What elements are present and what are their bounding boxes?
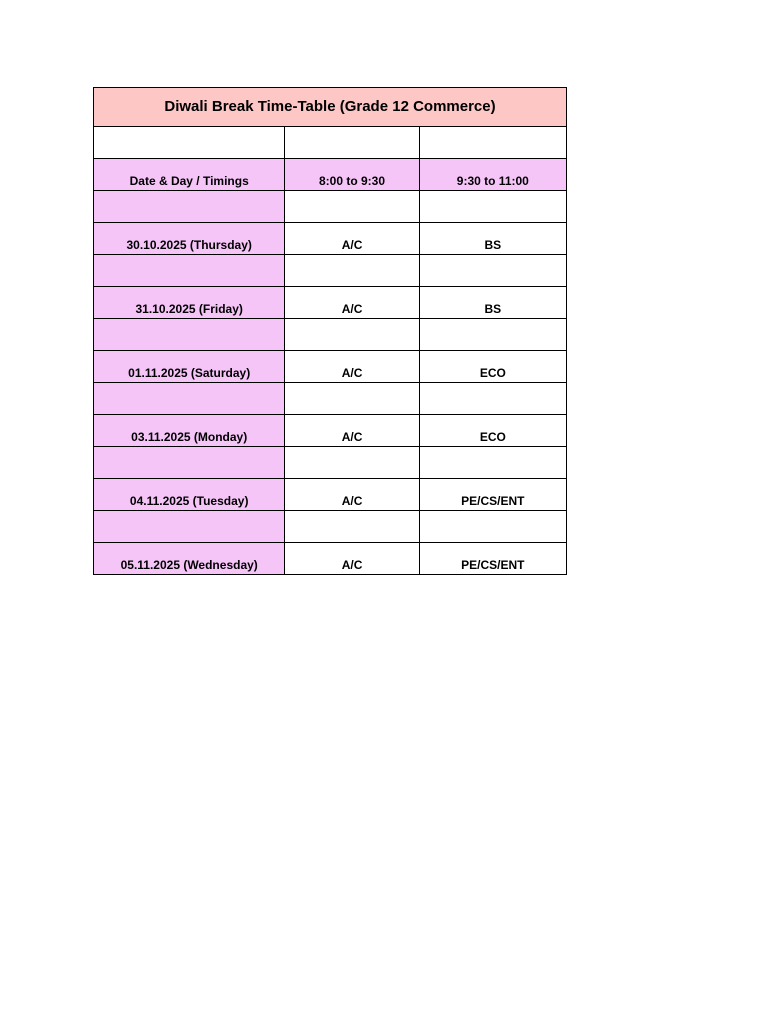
blank-row <box>94 127 567 159</box>
spacer-cell <box>419 511 566 543</box>
slot2-cell: PE/CS/ENT <box>419 543 566 575</box>
date-cell: 31.10.2025 (Friday) <box>94 287 285 319</box>
spacer-cell <box>285 511 419 543</box>
spacer-cell <box>419 191 566 223</box>
spacer-label-cell <box>94 447 285 479</box>
slot2-cell: BS <box>419 287 566 319</box>
header-slot1-cell: 8:00 to 9:30 <box>285 159 419 191</box>
schedule-row <box>94 223 567 255</box>
slot1-cell: A/C <box>285 479 419 511</box>
spacer-cell <box>285 319 419 351</box>
slot2-cell: BS <box>419 223 566 255</box>
spacer-row <box>94 383 567 415</box>
spacer-label-cell <box>94 383 285 415</box>
date-cell: 04.11.2025 (Tuesday) <box>94 479 285 511</box>
header-label-cell: Date & Day / Timings <box>94 159 285 191</box>
blank-cell <box>285 127 419 159</box>
slot2-cell: ECO <box>419 415 566 447</box>
date-cell: 03.11.2025 (Monday) <box>94 415 285 447</box>
date-cell: 30.10.2025 (Thursday) <box>94 223 285 255</box>
spacer-cell <box>419 255 566 287</box>
slot1-cell: A/C <box>285 223 419 255</box>
slot2-cell: ECO <box>419 351 566 383</box>
spacer-label-cell <box>94 255 285 287</box>
spacer-row <box>94 447 567 479</box>
timetable <box>93 87 567 575</box>
spacer-label-cell <box>94 511 285 543</box>
slot1-cell: A/C <box>285 351 419 383</box>
spacer-cell <box>419 447 566 479</box>
timetable-title: Diwali Break Time-Table (Grade 12 Commerce) <box>94 88 567 127</box>
spacer-cell <box>285 255 419 287</box>
date-cell: 05.11.2025 (Wednesday) <box>94 543 285 575</box>
slot1-cell: A/C <box>285 543 419 575</box>
schedule-row <box>94 415 567 447</box>
spacer-cell <box>285 447 419 479</box>
spacer-cell <box>419 319 566 351</box>
blank-cell <box>419 127 566 159</box>
schedule-row <box>94 351 567 383</box>
schedule-row <box>94 287 567 319</box>
spacer-label-cell <box>94 191 285 223</box>
spacer-row <box>94 319 567 351</box>
slot1-cell: A/C <box>285 287 419 319</box>
slot2-cell: PE/CS/ENT <box>419 479 566 511</box>
spacer-cell <box>419 383 566 415</box>
header-row <box>94 159 567 191</box>
blank-cell <box>94 127 285 159</box>
header-slot2-cell: 9:30 to 11:00 <box>419 159 566 191</box>
date-cell: 01.11.2025 (Saturday) <box>94 351 285 383</box>
slot1-cell: A/C <box>285 415 419 447</box>
schedule-row <box>94 543 567 575</box>
spacer-label-cell <box>94 319 285 351</box>
schedule-row <box>94 479 567 511</box>
spacer-row <box>94 191 567 223</box>
spacer-cell <box>285 191 419 223</box>
spacer-row <box>94 255 567 287</box>
spacer-row <box>94 511 567 543</box>
spacer-cell <box>285 383 419 415</box>
